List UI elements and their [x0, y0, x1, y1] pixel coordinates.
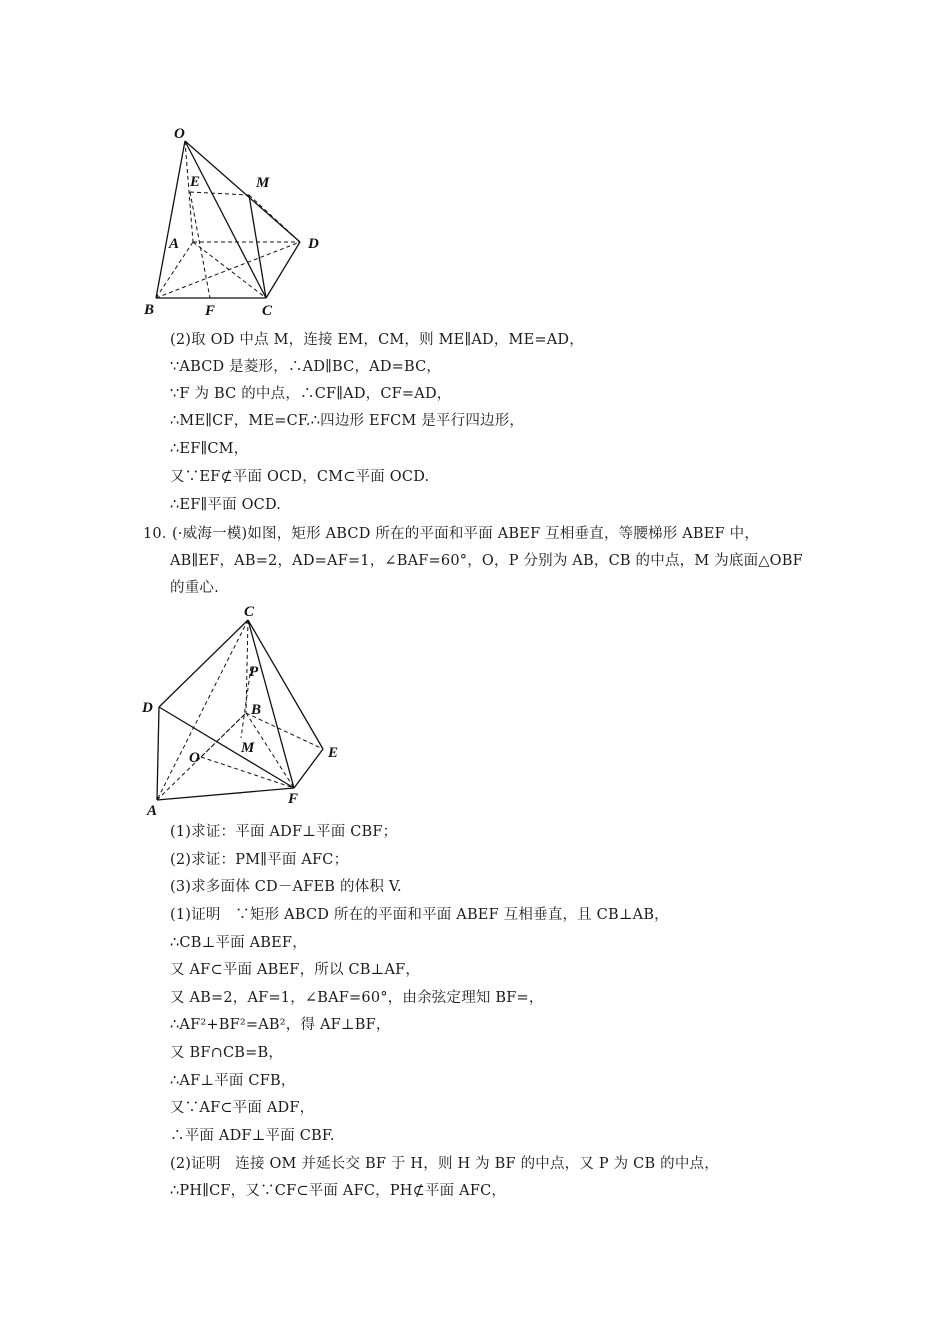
solution-line-11: ∴PH∥CF，又∵CF⊂平面 AFC，PH⊄平面 AFC，	[170, 1183, 507, 1199]
prev-line-6: 又∵EF⊄平面 OCD，CM⊂平面 OCD.	[170, 469, 430, 485]
solution-line-10: (2)证明 连接 OM 并延长交 BF 于 H，则 H 为 BF 的中点，又 P 为 CB 的中点，	[170, 1156, 719, 1172]
prev-line-3: ∵F 为 BC 的中点，∴CF∥AD，CF=AD，	[170, 386, 452, 402]
solution-line-1: (1)证明 ∵矩形 ABCD 所在的平面和平面 ABEF 互相垂直，且 CB⊥AB，	[170, 907, 669, 923]
problem-number: 10．	[143, 526, 177, 542]
problem-stem-1: (·威海一模)如图，矩形 ABCD 所在的平面和平面 ABEF 互相垂直，等腰梯形 ABEF 中，	[172, 526, 760, 542]
pyramid-diagram	[138, 120, 338, 320]
prev-line-5: ∴EF∥CM，	[170, 441, 249, 457]
solution-line-8: 又∵AF⊂平面 ADF，	[170, 1100, 315, 1116]
label-M: M	[256, 175, 270, 191]
label-C: C	[244, 604, 255, 620]
prev-line-2: ∵ABCD 是菱形，∴AD∥BC，AD=BC，	[170, 359, 442, 375]
question-1: (1)求证：平面 ADF⊥平面 CBF；	[170, 824, 398, 840]
label-F: F	[205, 303, 216, 319]
label-P: P	[249, 664, 259, 680]
solution-line-4: 又 AB=2，AF=1，∠BAF=60°，由余弦定理知 BF=，	[170, 990, 544, 1006]
problem-stem-2: AB∥EF，AB=2，AD=AF=1，∠BAF=60°，O，P 分别为 AB，CB 的中点，M 为底面△OBF	[170, 553, 803, 569]
figure-polyhedron-cdafeb	[135, 602, 355, 817]
question-2: (2)求证：PM∥平面 AFC；	[170, 852, 349, 868]
label-E: E	[190, 174, 201, 190]
label-C: C	[262, 303, 273, 319]
label-F: F	[288, 791, 299, 807]
label-B: B	[251, 702, 262, 718]
label-O: O	[189, 750, 200, 766]
solution-line-5: ∴AF²+BF²=AB²，得 AF⊥BF，	[170, 1017, 391, 1033]
prev-line-7: ∴EF∥平面 OCD.	[170, 497, 282, 513]
label-M: M	[241, 740, 255, 756]
prev-line-1: (2)取 OD 中点 M，连接 EM，CM，则 ME∥AD，ME=AD，	[170, 332, 584, 348]
prev-line-4: ∴ME∥CF，ME=CF.∴四边形 EFCM 是平行四边形，	[170, 413, 525, 429]
polyhedron-diagram	[135, 602, 355, 817]
label-A: A	[147, 803, 158, 817]
label-D: D	[142, 700, 153, 716]
label-B: B	[144, 302, 155, 318]
problem-stem-3: 的重心.	[170, 580, 219, 596]
label-O: O	[174, 126, 185, 142]
figure-pyramid-oabcd	[138, 120, 338, 320]
label-D: D	[308, 236, 319, 252]
solution-line-6: 又 BF∩CB=B，	[170, 1045, 284, 1061]
label-E: E	[328, 745, 339, 761]
question-3: (3)求多面体 CD－AFEB 的体积 V.	[170, 879, 402, 895]
solution-line-7: ∴AF⊥平面 CFB，	[170, 1073, 296, 1089]
solution-line-2: ∴CB⊥平面 ABEF，	[170, 935, 307, 951]
solution-line-9: ∴平面 ADF⊥平面 CBF.	[170, 1128, 335, 1144]
label-A: A	[169, 236, 180, 252]
solution-line-3: 又 AF⊂平面 ABEF，所以 CB⊥AF，	[170, 962, 421, 978]
